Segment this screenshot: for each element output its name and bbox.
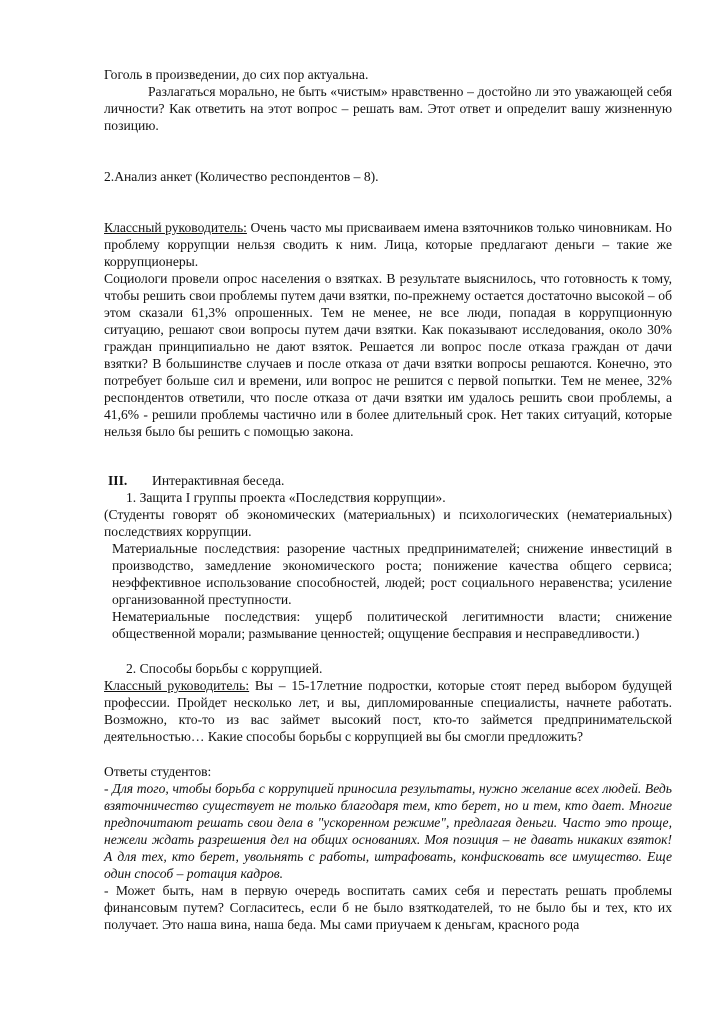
list-item-1: 1. Защита I группы проекта «Последствия коррупции».: [126, 490, 446, 505]
material-consequences: Материальные последствия: разорение частных предпринимателей; снижение инвестиций в производство, замедление экономического роста; понижение качества общего сервиса; неэффективное использование способностей, людей; рост социального неравенства; усиление организованной преступности.: [112, 541, 672, 607]
section-3-title: Интерактивная беседа.: [152, 473, 285, 488]
answer-1-dash: -: [104, 781, 113, 796]
students-intro: (Студенты говорят об экономических (материальных) и психологических (нематериальных) последствиях коррупции.: [104, 507, 672, 539]
section-3-heading: [104, 472, 672, 489]
analysis-heading: 2.Анализ анкет (Количество респондентов – 8).: [104, 169, 379, 184]
paragraph-moral-question: Разлагаться морально, не быть «чистым» нравственно – достойно ли это уважающей себя личности? Как ответить на этот вопрос – решать вам. Этот ответ и определит вашу жизненную позицию.: [104, 84, 672, 133]
teacher-label-2: Классный руководитель:: [104, 678, 250, 693]
paragraph-gogol: Гоголь в произведении, до сих пор актуальна.: [104, 67, 369, 82]
teacher-text-2: Вы – 15-17летние подростки, которые стоят перед выбором будущей профессии. Пройдет несколько лет, и вы, дипломированные специалисты, начнете работать. Возможно, кто-то из вас займет высокий пост, кто-то займется предпринимательской деятельностью… Какие способы борьбы с коррупцией вы бы смогли предложить?: [104, 678, 672, 744]
teacher-paragraph-2: [104, 677, 672, 745]
answer-1-text: Для того, чтобы борьба с коррупцией приносила результаты, нужно желание всех людей. Ведь взяточничество существует не только благодаря тем, кто берет, но и тем, кто дает. Многие предпочитают решать свои дела в "ускоренном режиме", предлагая деньги. Часто это проще, нежели ждать разрешения дел на общих основаниях. Моя позиция – не давать никаких взяток! А для тех, кто берет, увольнять с работы, штрафовать, конфисковать все имущество. Еще один способ – ротация кадров.: [104, 781, 672, 881]
teacher-paragraph-1: [104, 219, 672, 270]
section-3-numeral: III.: [108, 473, 128, 488]
document-body: [104, 66, 672, 933]
answer-1: [104, 780, 672, 882]
teacher-label: Классный руководитель:: [104, 220, 247, 235]
answer-2: - Может быть, нам в первую очередь воспитать самих себя и перестать решать проблемы финансовым путем? Согласитесь, если б не было взяткодателей, то не было бы и тех, кто их получает. Это наша вина, наша беда. Мы сами приучаем к деньгам, красного рода: [104, 883, 672, 932]
teacher-text-1: Очень часто мы присваиваем имена взяточников только чиновникам. Но проблему коррупции нельзя сводить к ним. Лица, которые предлагают деньги – такие же коррупционеры.: [104, 220, 672, 269]
list-item-2: 2. Способы борьбы с коррупцией.: [126, 661, 323, 676]
nonmaterial-consequences: Нематериальные последствия: ущерб политической легитимности власти; снижение общественной морали; размывание ценностей; ощущение бесправия и несправедливости.): [112, 609, 672, 641]
sociologists-paragraph: Социологи провели опрос населения о взятках. В результате выяснилось, что готовность к тому, чтобы решить свои проблемы путем дачи взятки, по-прежнему остается достаточно высокой – об этом сказали 61,3% опрошенных. Тем не менее, не все люди, попадая в коррупционную ситуацию, решают свои вопросы путем дачи взятки. Как показывают исследования, около 30% граждан принципиально не дают взяток. Решается ли вопрос после отказа граждан от дачи взятки? В большинстве случаев и после отказа от дачи взятки вопросы решаются. Конечно, это потребует больше сил и времени, или вопрос не решится с первой попытки. Тем не менее, 32% респондентов ответили, что после отказа от дачи взятки им удалось решить свои проблемы, а 41,6% - решили проблемы частично или в более длительный срок. Нет таких ситуаций, которые нельзя было бы решить с помощью закона.: [104, 271, 672, 439]
answers-heading: Ответы студентов:: [104, 764, 212, 779]
